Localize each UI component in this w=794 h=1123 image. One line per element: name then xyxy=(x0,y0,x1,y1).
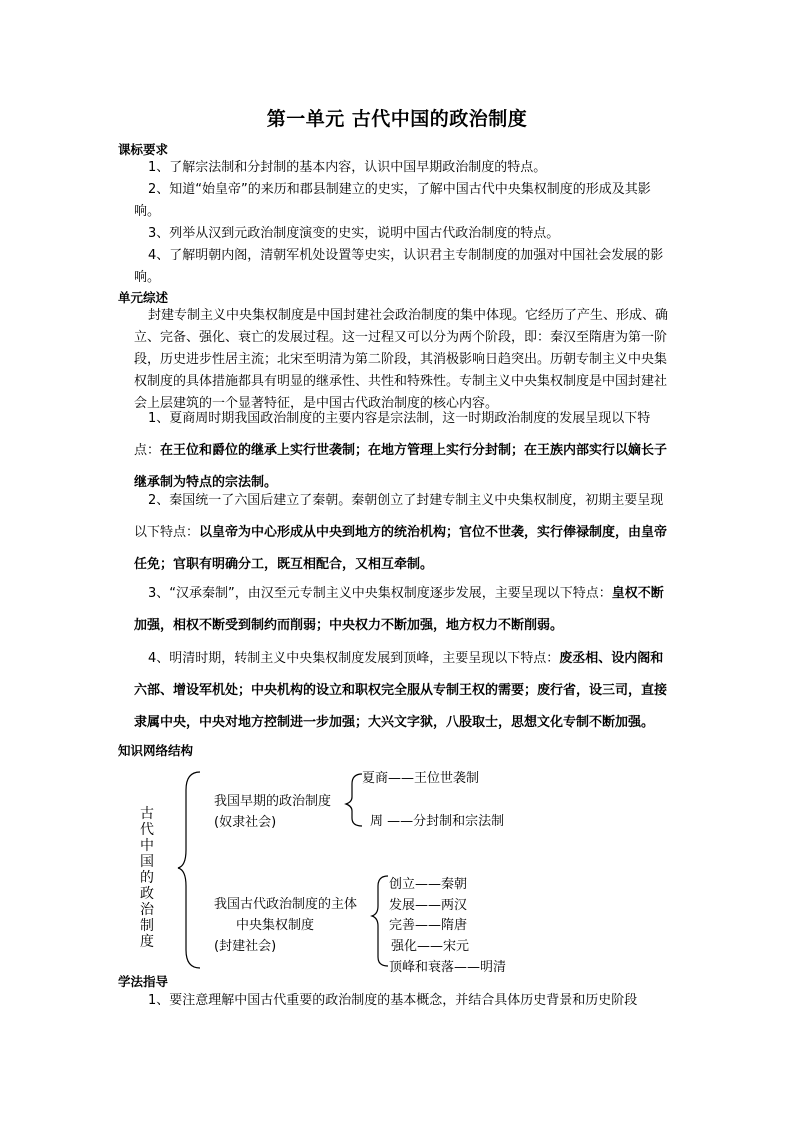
section-heading-curriculum: 课标要求 xyxy=(118,142,169,157)
root-char: 度 xyxy=(140,934,154,950)
overview-intro: 封建专制主义中央集权制度是中国封建社会政治制度的集中体现。它经历了产生、形成、确立、完备、强化、衰亡的发展过程。这一过程又可以分为两个阶段，即：秦汉至隋唐为第一阶段，历史进步性居主流；北宋至明清为第二阶段，其消极影响日趋突出。历朝专制主义中央集权制度的具体措施都具有明显的继承性、共性和特殊性。专制主义中央集权制度是中国封建社会上层建筑的一个显著特征，是中国古代政治制度的核心内容。 xyxy=(134,308,669,411)
main-item: 完善——隋唐 xyxy=(389,918,468,933)
main-label-2: 中央集权制度 xyxy=(236,918,315,933)
early-item: 周 ——分封制和宗法制 xyxy=(370,814,505,829)
main-item: 顶峰和衰落——明清 xyxy=(389,960,507,975)
main-item: 创立——秦朝 xyxy=(389,877,468,892)
curriculum-item: 2、知道“始皇帝”的来历和郡县制建立的史实，了解中国古代中央集权制度的形成及其影响。 xyxy=(134,182,651,219)
root-char: 治 xyxy=(140,902,154,918)
method-item: 1、要注意理解中国古代重要的政治制度的基本概念，并结合具体历史背景和历史阶段 xyxy=(148,993,638,1008)
point-summary: 以皇帝为中心形成从中央到地方的统治机构；官位不世袭，实行俸禄制度，由皇帝任免；官职有明确分工，既互相配合，又相互牵制。 xyxy=(134,525,668,572)
section-heading-network: 知识网络结构 xyxy=(118,743,194,758)
root-char: 制 xyxy=(140,918,154,934)
point-lead: 4、明清时期，转制主义中央集权制度发展到顶峰，主要呈现以下特点： xyxy=(148,651,560,666)
point-lead: 3、“汉承秦制”，由汉至元专制主义中央集权制度逐步发展，主要呈现以下特点： xyxy=(148,586,612,601)
early-brace xyxy=(346,774,362,826)
point-summary: 废丞相、设内阁和六部、增设军机处；中央机构的设立和职权完全服从专制王权的需要；废行省，设三司，直接隶属中央，中央对地方控制进一步加强；大兴文字狱，八股取士，思想文化专制不断加强。 xyxy=(134,651,668,730)
point-lead: 2、秦国统一了六国后建立了秦朝。秦朝创立了封建专制主义中央集权制度，初期主要呈现以下特点： xyxy=(134,493,664,540)
root-char: 代 xyxy=(140,822,154,838)
root-char: 政 xyxy=(140,886,154,902)
main-sub: (封建社会) xyxy=(214,939,277,954)
main-label: 我国古代政治制度的主体 xyxy=(214,897,358,912)
section-heading-overview: 单元综述 xyxy=(118,290,169,305)
curriculum-item: 4、了解明朝内阁，清朝军机处设置等史实，认识君主专制制度的加强对中国社会发展的影响。 xyxy=(134,248,664,285)
root-char: 中 xyxy=(140,838,154,854)
root-brace xyxy=(178,772,200,968)
section-heading-method: 学法指导 xyxy=(118,974,169,989)
main-item: 强化——宋元 xyxy=(391,939,470,954)
point-summary: 在王位和爵位的继承上实行世袭制；在地方管理上实行分封制；在王族内部实行以嫡长子继承制为特点的宗法制。 xyxy=(134,443,668,490)
early-label: 我国早期的政治制度 xyxy=(214,794,332,809)
main-item: 发展——两汉 xyxy=(389,898,468,913)
root-char: 古 xyxy=(140,806,154,822)
point-summary: 皇权不断加强，相权不断受到制约而削弱；中央权力不断加强，地方权力不断削弱。 xyxy=(134,586,664,633)
main-brace xyxy=(372,876,388,966)
early-item: 夏商——王位世袭制 xyxy=(362,771,480,786)
root-char: 的 xyxy=(140,870,154,886)
point-lead: 1、夏商周时期我国政治制度的主要内容是宗法制，这一时期政治制度的发展呈现以下特点： xyxy=(134,411,651,458)
curriculum-item: 3、列举从汉到元政治制度演变的史实，说明中国古代政治制度的特点。 xyxy=(148,226,560,241)
root-char: 国 xyxy=(140,854,154,870)
page-title: 第一单元 古代中国的政治制度 xyxy=(266,108,528,130)
early-sub: (奴隶社会) xyxy=(214,815,277,830)
curriculum-item: 1、了解宗法制和分封制的基本内容，认识中国早期政治制度的特点。 xyxy=(148,160,547,175)
